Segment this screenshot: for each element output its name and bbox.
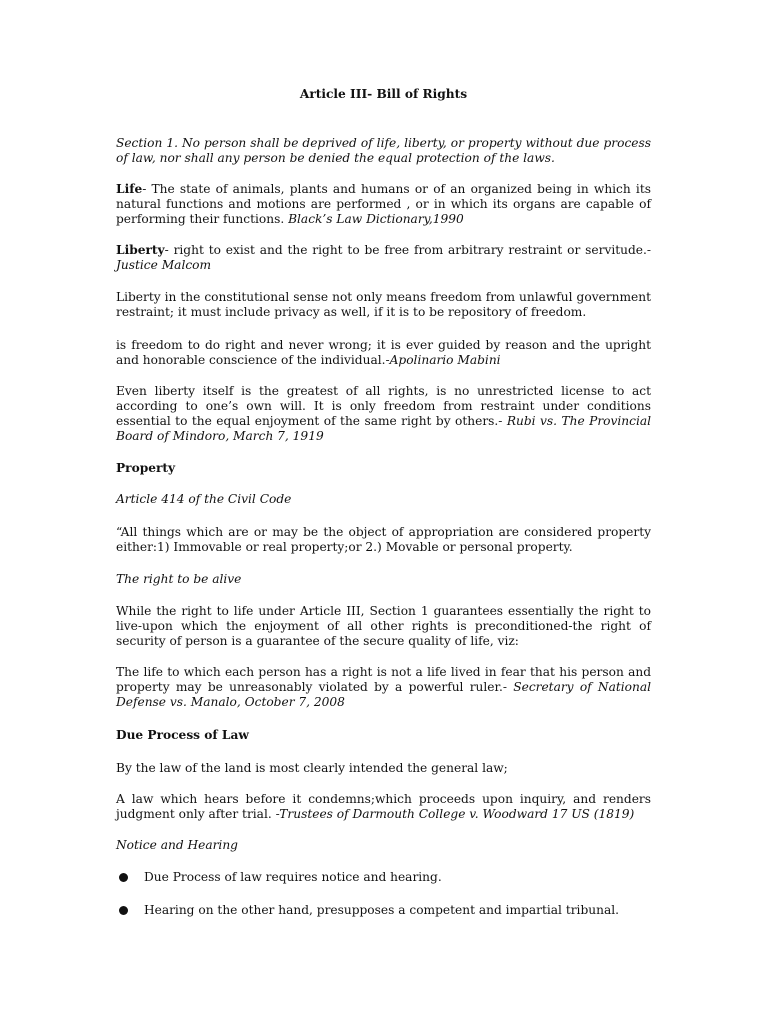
- even-liberty-source: - Rubi vs. The Provincial Board of Mindoro, March 7, 1919: [116, 414, 652, 443]
- notice-hearing-subheading: Notice and Hearing: [116, 838, 238, 852]
- law-hears-source: -Trustees of Darmouth College v. Woodward 17 US (1819): [271, 807, 635, 821]
- document-title: Article III- Bill of Rights: [299, 87, 468, 101]
- even-liberty-paragraph: [116, 384, 651, 444]
- liberty-constitutional-paragraph: Liberty in the constitutional sense not only means freedom from unlawful government restraint; it must include privacy as well, if it is to be repository of freedom.: [116, 290, 651, 319]
- bullet-text: Due Process of law requires notice and hearing.: [144, 870, 442, 884]
- due-process-heading: Due Process of Law: [116, 728, 249, 742]
- life-definition: - The state of animals, plants and humans or of an organized being in which its natural functions and motions are performed , or in which its organs are capable of performing their functions.: [116, 182, 651, 226]
- life-fear-paragraph: [116, 665, 651, 710]
- bullet-icon: [119, 906, 128, 915]
- life-paragraph: [116, 182, 651, 227]
- law-hears-paragraph: [116, 792, 651, 822]
- article-414-reference: Article 414 of the Civil Code: [116, 492, 292, 506]
- freedom-paragraph: [116, 338, 651, 368]
- property-heading: Property: [116, 461, 176, 475]
- even-liberty-text: Even liberty itself is the greatest of all rights, is no unrestricted license to act according to one’s own will. It is only freedom from restraint under conditions essential to the equal enjoyment of the same right by others.: [116, 384, 651, 428]
- document-page: [116, 0, 651, 1024]
- freedom-text: is freedom to do right and never wrong; it is ever guided by reason and the upright and honorable conscience of the individual.: [116, 338, 651, 367]
- law-of-land-paragraph: By the law of the land is most clearly intended the general law;: [116, 761, 508, 775]
- life-source: Black’s Law Dictionary,1990: [284, 212, 464, 226]
- right-to-be-alive-subheading: The right to be alive: [116, 572, 242, 586]
- liberty-definition: - right to exist and the right to be free from arbitrary restraint or servitude.: [164, 243, 647, 257]
- liberty-term: Liberty: [116, 243, 165, 257]
- life-fear-source: - Secretary of National Defense vs. Manalo, October 7, 2008: [116, 680, 652, 709]
- freedom-source: -Apolinario Mabini: [385, 353, 501, 367]
- life-term: Life: [116, 182, 143, 196]
- section-1-text: Section 1. No person shall be deprived of life, liberty, or property without due process of law, nor shall any person be denied the equal protection of the laws.: [116, 136, 651, 165]
- bullet-text: Hearing on the other hand, presupposes a competent and impartial tribunal.: [144, 903, 619, 917]
- law-hears-text: A law which hears before it condemns;which proceeds upon inquiry, and renders judgment only after trial.: [116, 792, 651, 821]
- list-item: [116, 870, 651, 885]
- life-fear-text: The life to which each person has a right is not a life lived in fear that his person and property may be unreasonably violated by a powerful ruler.: [116, 665, 651, 694]
- property-quote: “All things which are or may be the object of appropriation are considered property either:1) Immovable or real property;or 2.) Movable or personal property.: [116, 525, 651, 554]
- right-to-life-paragraph: While the right to life under Article III, Section 1 guarantees essentially the right to live-upon which the enjoyment of all other rights is preconditioned-the right of security of person is a guarantee of the secure quality of life, viz:: [116, 604, 651, 648]
- bullet-icon: [119, 873, 128, 882]
- list-item: [116, 903, 651, 918]
- liberty-source: - Justice Malcom: [116, 243, 651, 272]
- liberty-paragraph: [116, 243, 651, 273]
